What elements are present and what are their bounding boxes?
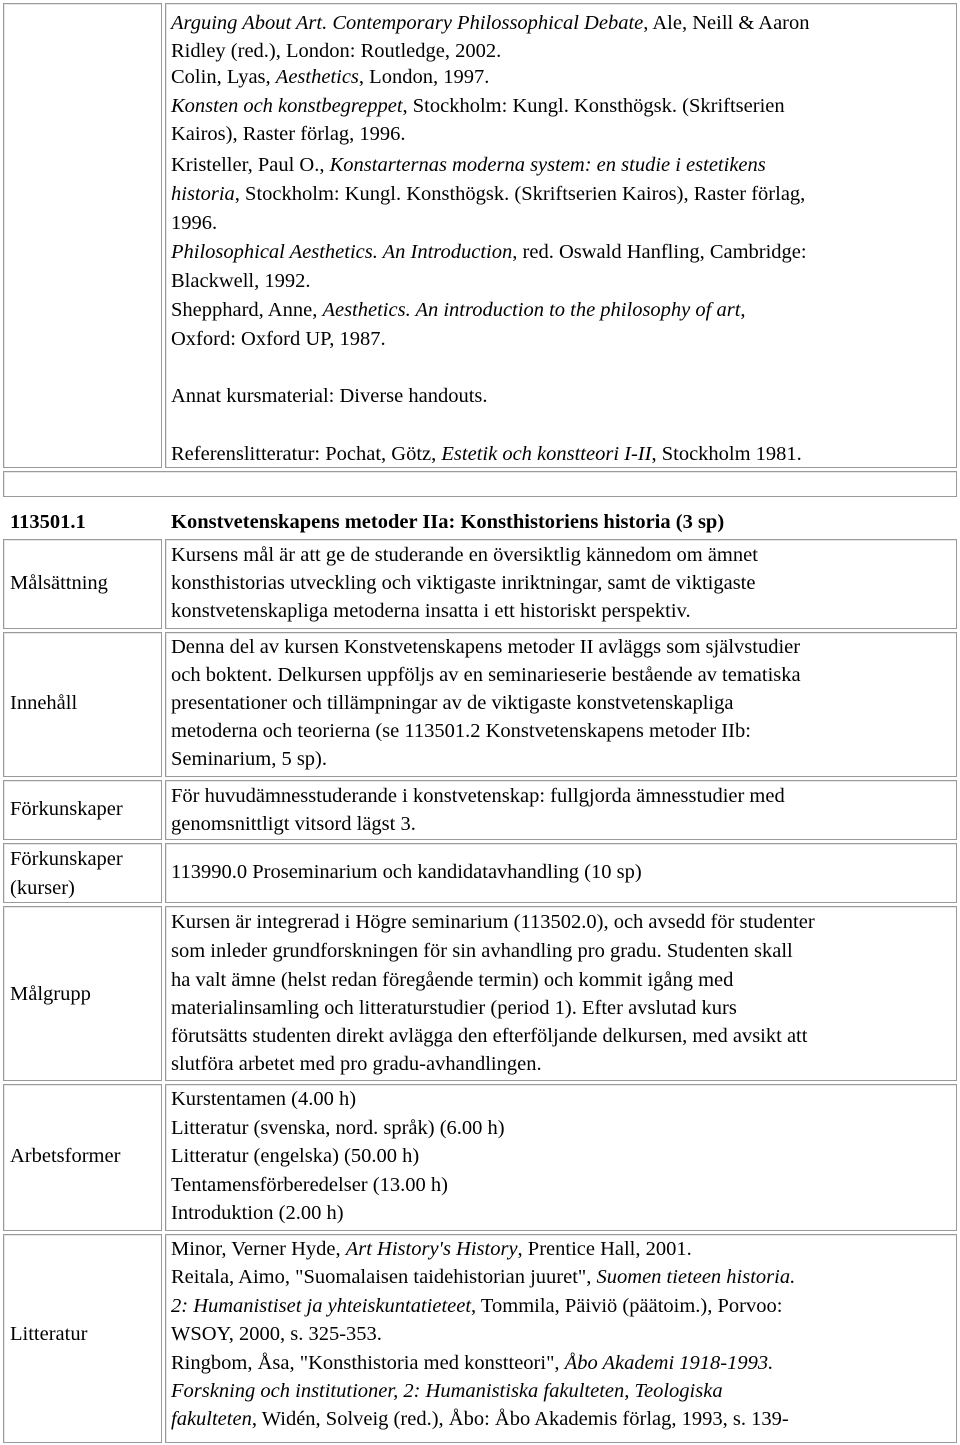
litteratur-line: 2: Humanistiset ja yhteiskuntatieteet, Tommila, Päiviö (päätoim.), Porvoo:	[171, 1295, 783, 1317]
malsattning-line: konsthistorias utveckling och viktigaste inriktningar, samt de viktigaste	[171, 572, 756, 594]
ref-line: Colin, Lyas, Aesthetics, London, 1997.	[171, 66, 490, 88]
arbetsformer-line: Litteratur (engelska) (50.00 h)	[171, 1145, 420, 1167]
malgrupp-line: förutsätts studenten direkt avlägga den efterföljande delkursen, med avsikt att	[171, 1025, 808, 1047]
ref-line: Ridley (red.), London: Routledge, 2002.	[171, 40, 502, 62]
innehall-line: Seminarium, 5 sp).	[171, 748, 328, 770]
litteratur-line: WSOY, 2000, s. 325-353.	[171, 1323, 382, 1345]
label-line: (kurser)	[10, 876, 75, 899]
arbetsformer-line: Litteratur (svenska, nord. språk) (6.00 h)	[171, 1117, 505, 1139]
label-forkunskaper: Förkunskaper	[10, 798, 123, 820]
ref-line: Kristeller, Paul O., Konstarternas moderna system: en studie i estetikens	[171, 154, 766, 176]
course-code: 113501.1	[10, 511, 86, 533]
label-arbetsformer: Arbetsformer	[10, 1145, 121, 1167]
ref-line: Shepphard, Anne, Aesthetics. An introduction to the philosophy of art,	[171, 299, 746, 321]
spacer-cell	[3, 471, 957, 497]
malsattning-line: konstvetenskapliga metoderna insatta i ett historiskt perspektiv.	[171, 600, 691, 622]
arbetsformer-line: Introduktion (2.00 h)	[171, 1202, 344, 1224]
litteratur-line: Forskning och institutioner, 2: Humanistiska fakulteten, Teologiska	[171, 1380, 723, 1402]
ref-line: Arguing About Art. Contemporary Philossophical Debate, Ale, Neill & Aaron	[171, 12, 810, 34]
reference-literature: Referenslitteratur: Pochat, Götz, Estetik och konstteori I-II, Stockholm 1981.	[171, 443, 802, 465]
innehall-line: metoderna och teorierna (se 113501.2 Konstvetenskapens metoder IIb:	[171, 720, 751, 742]
course-title: Konstvetenskapens metoder IIa: Konsthistoriens historia (3 sp)	[171, 511, 725, 533]
malsattning-line: Kursens mål är att ge de studerande en översiktlig kännedom om ämnet	[171, 544, 758, 566]
ref-line: Kairos), Raster förlag, 1996.	[171, 123, 406, 145]
litteratur-line: Minor, Verner Hyde, Art History's History, Prentice Hall, 2001.	[171, 1238, 692, 1260]
ref-line: Blackwell, 1992.	[171, 270, 311, 292]
forkunskaper-line: genomsnittligt vitsord lägst 3.	[171, 813, 416, 835]
forkunskaper-line: För huvudämnesstuderande i konstvetenskap: fullgjorda ämnesstudier med	[171, 785, 785, 807]
label-litteratur: Litteratur	[10, 1323, 88, 1345]
innehall-line: och boktent. Delkursen uppföljs av en seminarieserie bestående av tematiska	[171, 664, 801, 686]
malgrupp-line: ha valt ämne (helst redan föregående termin) och kommit igång med	[171, 969, 734, 991]
empty-label-cell	[3, 3, 162, 468]
label-innehall: Innehåll	[10, 692, 78, 714]
forkunskaper-kurser-line: 113990.0 Proseminarium och kandidatavhandling (10 sp)	[171, 861, 642, 883]
malgrupp-line: som inleder grundforskningen för sin avhandling pro gradu. Studenten skall	[171, 940, 793, 962]
label-malgrupp: Målgrupp	[10, 983, 91, 1005]
innehall-line: Denna del av kursen Konstvetenskapens metoder II avläggs som självstudier	[171, 636, 801, 658]
arbetsformer-line: Kurstentamen (4.00 h)	[171, 1088, 357, 1110]
malgrupp-line: Kursen är integrerad i Högre seminarium (113502.0), och avsedd för studenter	[171, 911, 815, 933]
ref-line: historia, Stockholm: Kungl. Konsthögsk. (Skriftserien Kairos), Raster förlag,	[171, 183, 806, 205]
label-line: Förkunskaper	[10, 848, 123, 870]
litteratur-line: fakulteten, Widén, Solveig (red.), Åbo: Åbo Akademis förlag, 1993, s. 139-	[171, 1408, 789, 1430]
litteratur-line: Reitala, Aimo, "Suomalaisen taidehistorian juuret", Suomen tieteen historia.	[171, 1266, 796, 1288]
innehall-line: presentationer och tillämpningar av de viktigaste konstvetenskapliga	[171, 692, 734, 714]
ref-line: 1996.	[171, 212, 218, 234]
litteratur-line: Ringbom, Åsa, "Konsthistoria med konstteori", Åbo Akademi 1918-1993.	[171, 1352, 774, 1374]
ref-line: Konsten och konstbegreppet, Stockholm: Kungl. Konsthögsk. (Skriftserien	[171, 95, 785, 117]
ref-line: Philosophical Aesthetics. An Introduction, red. Oswald Hanfling, Cambridge:	[171, 241, 807, 263]
malgrupp-line: materialinsamling och litteraturstudier (period 1). Efter avslutad kurs	[171, 997, 737, 1019]
label-forkunskaper-kurser	[10, 845, 123, 902]
ref-line: Oxford: Oxford UP, 1987.	[171, 328, 386, 350]
other-material: Annat kursmaterial: Diverse handouts.	[171, 385, 488, 407]
label-malsattning: Målsättning	[10, 572, 108, 594]
malgrupp-line: slutföra arbetet med pro gradu-avhandlingen.	[171, 1053, 542, 1075]
arbetsformer-line: Tentamensförberedelser (13.00 h)	[171, 1174, 448, 1196]
